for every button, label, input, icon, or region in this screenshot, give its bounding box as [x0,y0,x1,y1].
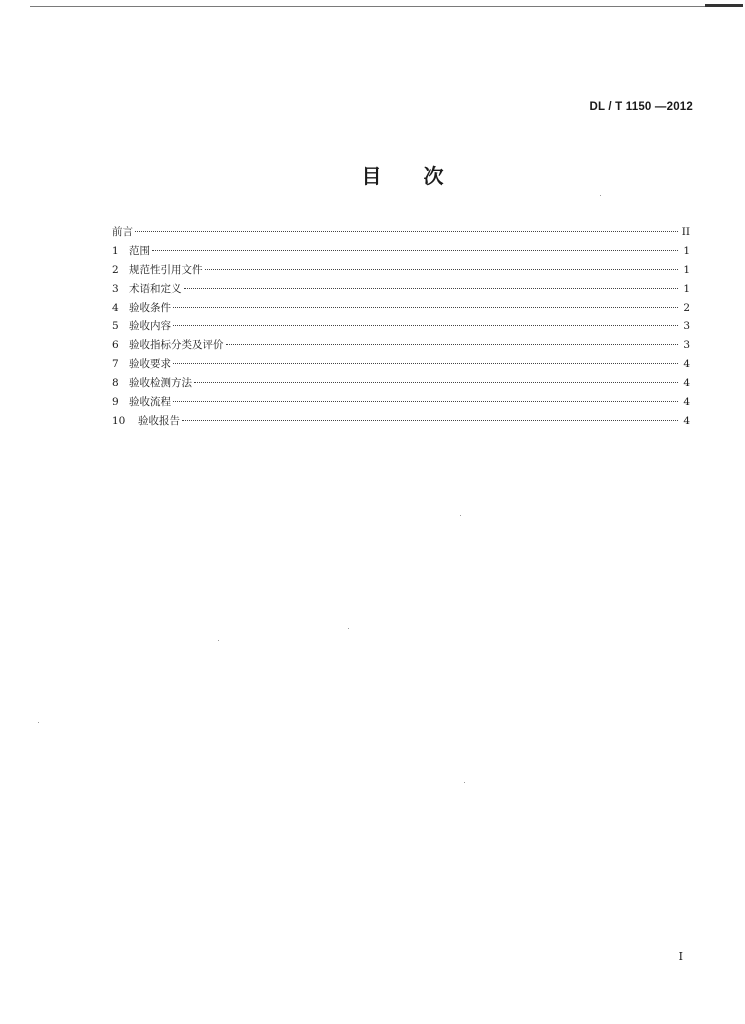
toc-entry-label: 验收内容 [129,320,171,333]
table-of-contents [112,223,690,431]
toc-title-char-1: 目 [361,164,382,188]
scan-speck [460,515,461,516]
toc-entry-label: 范围 [129,244,150,257]
toc-entry-label: 验收检测方法 [129,377,192,390]
toc-entry-2[interactable] [112,261,690,280]
toc-entry-page: 4 [683,396,690,409]
toc-entry-label: 前言 [112,226,133,238]
scan-speck [464,782,465,783]
toc-entry-page: 2 [683,301,690,314]
toc-entry-number: 5 [112,320,119,333]
toc-entry-number: 10 [112,414,126,427]
toc-entry-number: 8 [112,377,119,390]
toc-entry-label: 验收要求 [129,358,171,371]
toc-entry-8[interactable] [112,374,690,393]
dot-leader [182,420,678,421]
toc-entry-1[interactable] [112,242,690,261]
top-rule-mark [705,4,743,7]
scan-speck [38,722,39,723]
toc-entry-page: II [681,226,690,238]
scan-speck [348,628,349,629]
toc-entry-number: 4 [112,301,119,314]
toc-entry-6[interactable] [112,336,690,355]
toc-entry-7[interactable] [112,355,690,374]
toc-entry-label: 规范性引用文件 [129,263,203,276]
dot-leader [152,250,678,251]
dot-leader [173,401,678,402]
toc-entry-number: 6 [112,339,119,352]
toc-entry-number: 3 [112,282,119,295]
dot-leader [135,231,678,232]
toc-entry-page: 3 [683,320,690,333]
dot-leader [184,288,679,289]
dot-leader [194,382,678,383]
toc-entry-label: 验收流程 [129,396,171,409]
toc-entry-page: 1 [683,263,690,276]
dot-leader [205,269,679,270]
toc-entry-9[interactable] [112,393,690,412]
toc-entry-label: 验收条件 [129,301,171,314]
toc-entry-label: 验收指标分类及评价 [129,339,224,352]
toc-entry-number: 1 [112,244,119,257]
toc-entry-page: 4 [683,414,690,427]
dot-leader [173,307,678,308]
toc-entry-page: 4 [683,377,690,390]
toc-entry-3[interactable] [112,280,690,299]
toc-entry-5[interactable] [112,317,690,336]
toc-entry-page: 1 [683,244,690,257]
standard-code: DL / T 1150 —2012 [589,101,693,113]
toc-entry-page: 4 [683,358,690,371]
dot-leader [173,325,678,326]
dot-leader [226,344,679,345]
toc-entry-number: 7 [112,358,119,371]
toc-entry-label: 术语和定义 [129,282,182,295]
toc-entry-page: 3 [683,339,690,352]
toc-entry-label: 验收报告 [138,414,180,427]
toc-entry-number: 2 [112,263,119,276]
toc-entry-page: 1 [683,282,690,295]
page-number: I [678,950,683,963]
toc-entry-foreword[interactable] [112,223,690,242]
toc-title [0,160,745,189]
top-rule [30,6,742,7]
toc-entry-number: 9 [112,396,119,409]
toc-entry-4[interactable] [112,299,690,318]
scan-speck [600,195,601,196]
toc-title-char-2: 次 [423,164,444,188]
dot-leader [173,363,678,364]
toc-entry-10[interactable] [112,412,690,431]
scan-speck [218,640,219,641]
